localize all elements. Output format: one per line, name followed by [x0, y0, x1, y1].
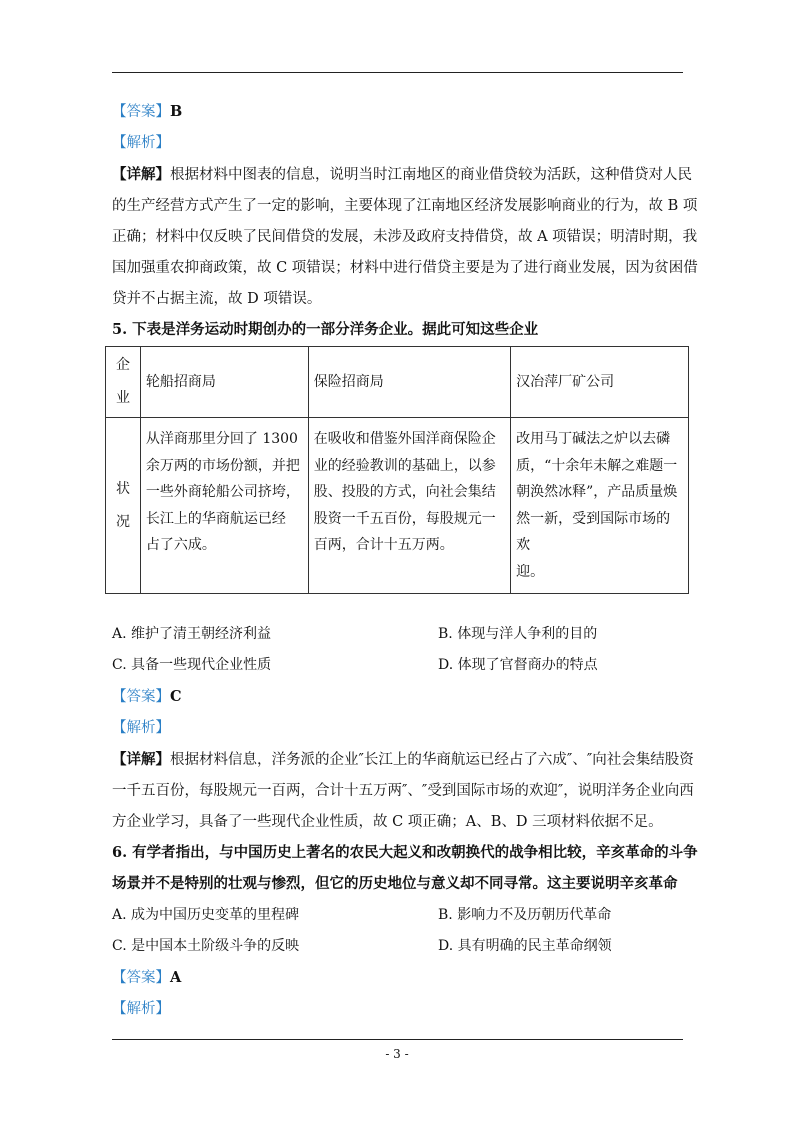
- answer-letter: C: [170, 688, 182, 705]
- detail-4-line-5: 贷并不占据主流，故 D 项错误。: [112, 291, 322, 307]
- table-row: [106, 418, 689, 594]
- detail-4-line-1: [112, 165, 692, 185]
- detail-4-line-2: 的生产经营方式产生了一定的影响，主要体现了江南地区经济发展影响商业的行为，故 B 项: [112, 198, 698, 214]
- q6-option-d: D. 具有明确的民主革命纲领: [438, 938, 612, 954]
- company-1: 轮船招商局: [140, 347, 308, 418]
- question-5-stem: 5. 下表是洋务运动时期创办的一部分洋务企业。据此可知这些企业: [112, 321, 539, 338]
- detail-label: 【详解】: [112, 751, 170, 768]
- analysis-label-4: 【解析】: [112, 135, 170, 151]
- footer-rule: [112, 1039, 683, 1040]
- detail-label: 【详解】: [112, 166, 170, 183]
- answer-letter: A: [170, 969, 182, 986]
- q5-option-a: A. 维护了清王朝经济利益: [112, 626, 272, 642]
- detail-text: 根据材料中图表的信息，说明当时江南地区的商业借贷较为活跃，这种借贷对人民: [170, 167, 692, 183]
- page-number: - 3 -: [385, 1047, 409, 1061]
- status-1: 从洋商那里分回了 1300 余万两的市场份额，并把 一些外商轮船公司挤垮， 长江上的华商航运已经 占了六成。: [140, 418, 308, 594]
- detail-5-line-1: [112, 750, 694, 770]
- detail-text: 根据材料信息，洋务派的企业″长江上的华商航运已经占了六成″、″向社会集结股资: [170, 752, 694, 768]
- q5-option-d: D. 体现了官督商办的特点: [438, 657, 598, 673]
- status-3: 改用马丁碱法之炉以去磷 质，“十余年未解之难题一 朝涣然冰释”，产品质量焕 然一新，受到国际市场的欢 迎。: [511, 418, 689, 594]
- q6-option-c: C. 是中国本土阶级斗争的反映: [112, 938, 300, 954]
- table-row: [106, 347, 689, 418]
- detail-4-line-4: 国加强重农抑商政策，故 C 项错误；材料中进行借贷主要是为了进行商业发展，因为贫困借: [112, 260, 698, 276]
- question-6-stem-1: 6. 有学者指出，与中国历史上著名的农民大起义和改朝换代的战争相比较，辛亥革命的斗争: [112, 844, 698, 861]
- status-2: 在吸收和借鉴外国洋商保险企 业的经验教训的基础上，以参 股、投股的方式，向社会集结 股资一千五百份，每股规元一 百两，合计十五万两。: [308, 418, 510, 594]
- row-label-enterprise: 企 业: [106, 347, 141, 418]
- answer-4: [112, 102, 182, 122]
- company-3: 汉冶萍厂矿公司: [511, 347, 689, 418]
- enterprise-table: [105, 346, 689, 594]
- detail-5-line-3: 方企业学习，具备了一些现代企业性质，故 C 项正确；A、B、D 三项材料依据不足。: [112, 814, 663, 830]
- question-6-stem-2: 场景并不是特别的壮观与惨烈，但它的历史地位与意义却不同寻常。这主要说明辛亥革命: [112, 875, 678, 892]
- analysis-label-6: 【解析】: [112, 1001, 170, 1017]
- q6-option-a: A. 成为中国历史变革的里程碑: [112, 907, 300, 923]
- answer-letter: B: [170, 103, 183, 120]
- q5-option-b: B. 体现与洋人争利的目的: [438, 626, 598, 642]
- row-label-status: 状 况: [106, 418, 141, 594]
- answer-tag: 【答案】: [112, 970, 170, 986]
- q5-option-c: C. 具备一些现代企业性质: [112, 657, 272, 673]
- company-2: 保险招商局: [308, 347, 510, 418]
- detail-4-line-3: 正确；材料中仅反映了民间借贷的发展，未涉及政府支持借贷，故 A 项错误；明清时期，我: [112, 229, 698, 245]
- answer-tag: 【答案】: [112, 689, 170, 705]
- answer-tag: 【答案】: [112, 104, 170, 120]
- answer-5: [112, 687, 182, 707]
- detail-5-line-2: 一千五百份，每股规元一百两，合计十五万两″、″受到国际市场的欢迎″，说明洋务企业向西: [112, 783, 694, 799]
- q6-option-b: B. 影响力不及历朝历代革命: [438, 907, 612, 923]
- answer-6: [112, 968, 181, 988]
- analysis-label-5: 【解析】: [112, 720, 170, 736]
- header-rule: [112, 72, 683, 73]
